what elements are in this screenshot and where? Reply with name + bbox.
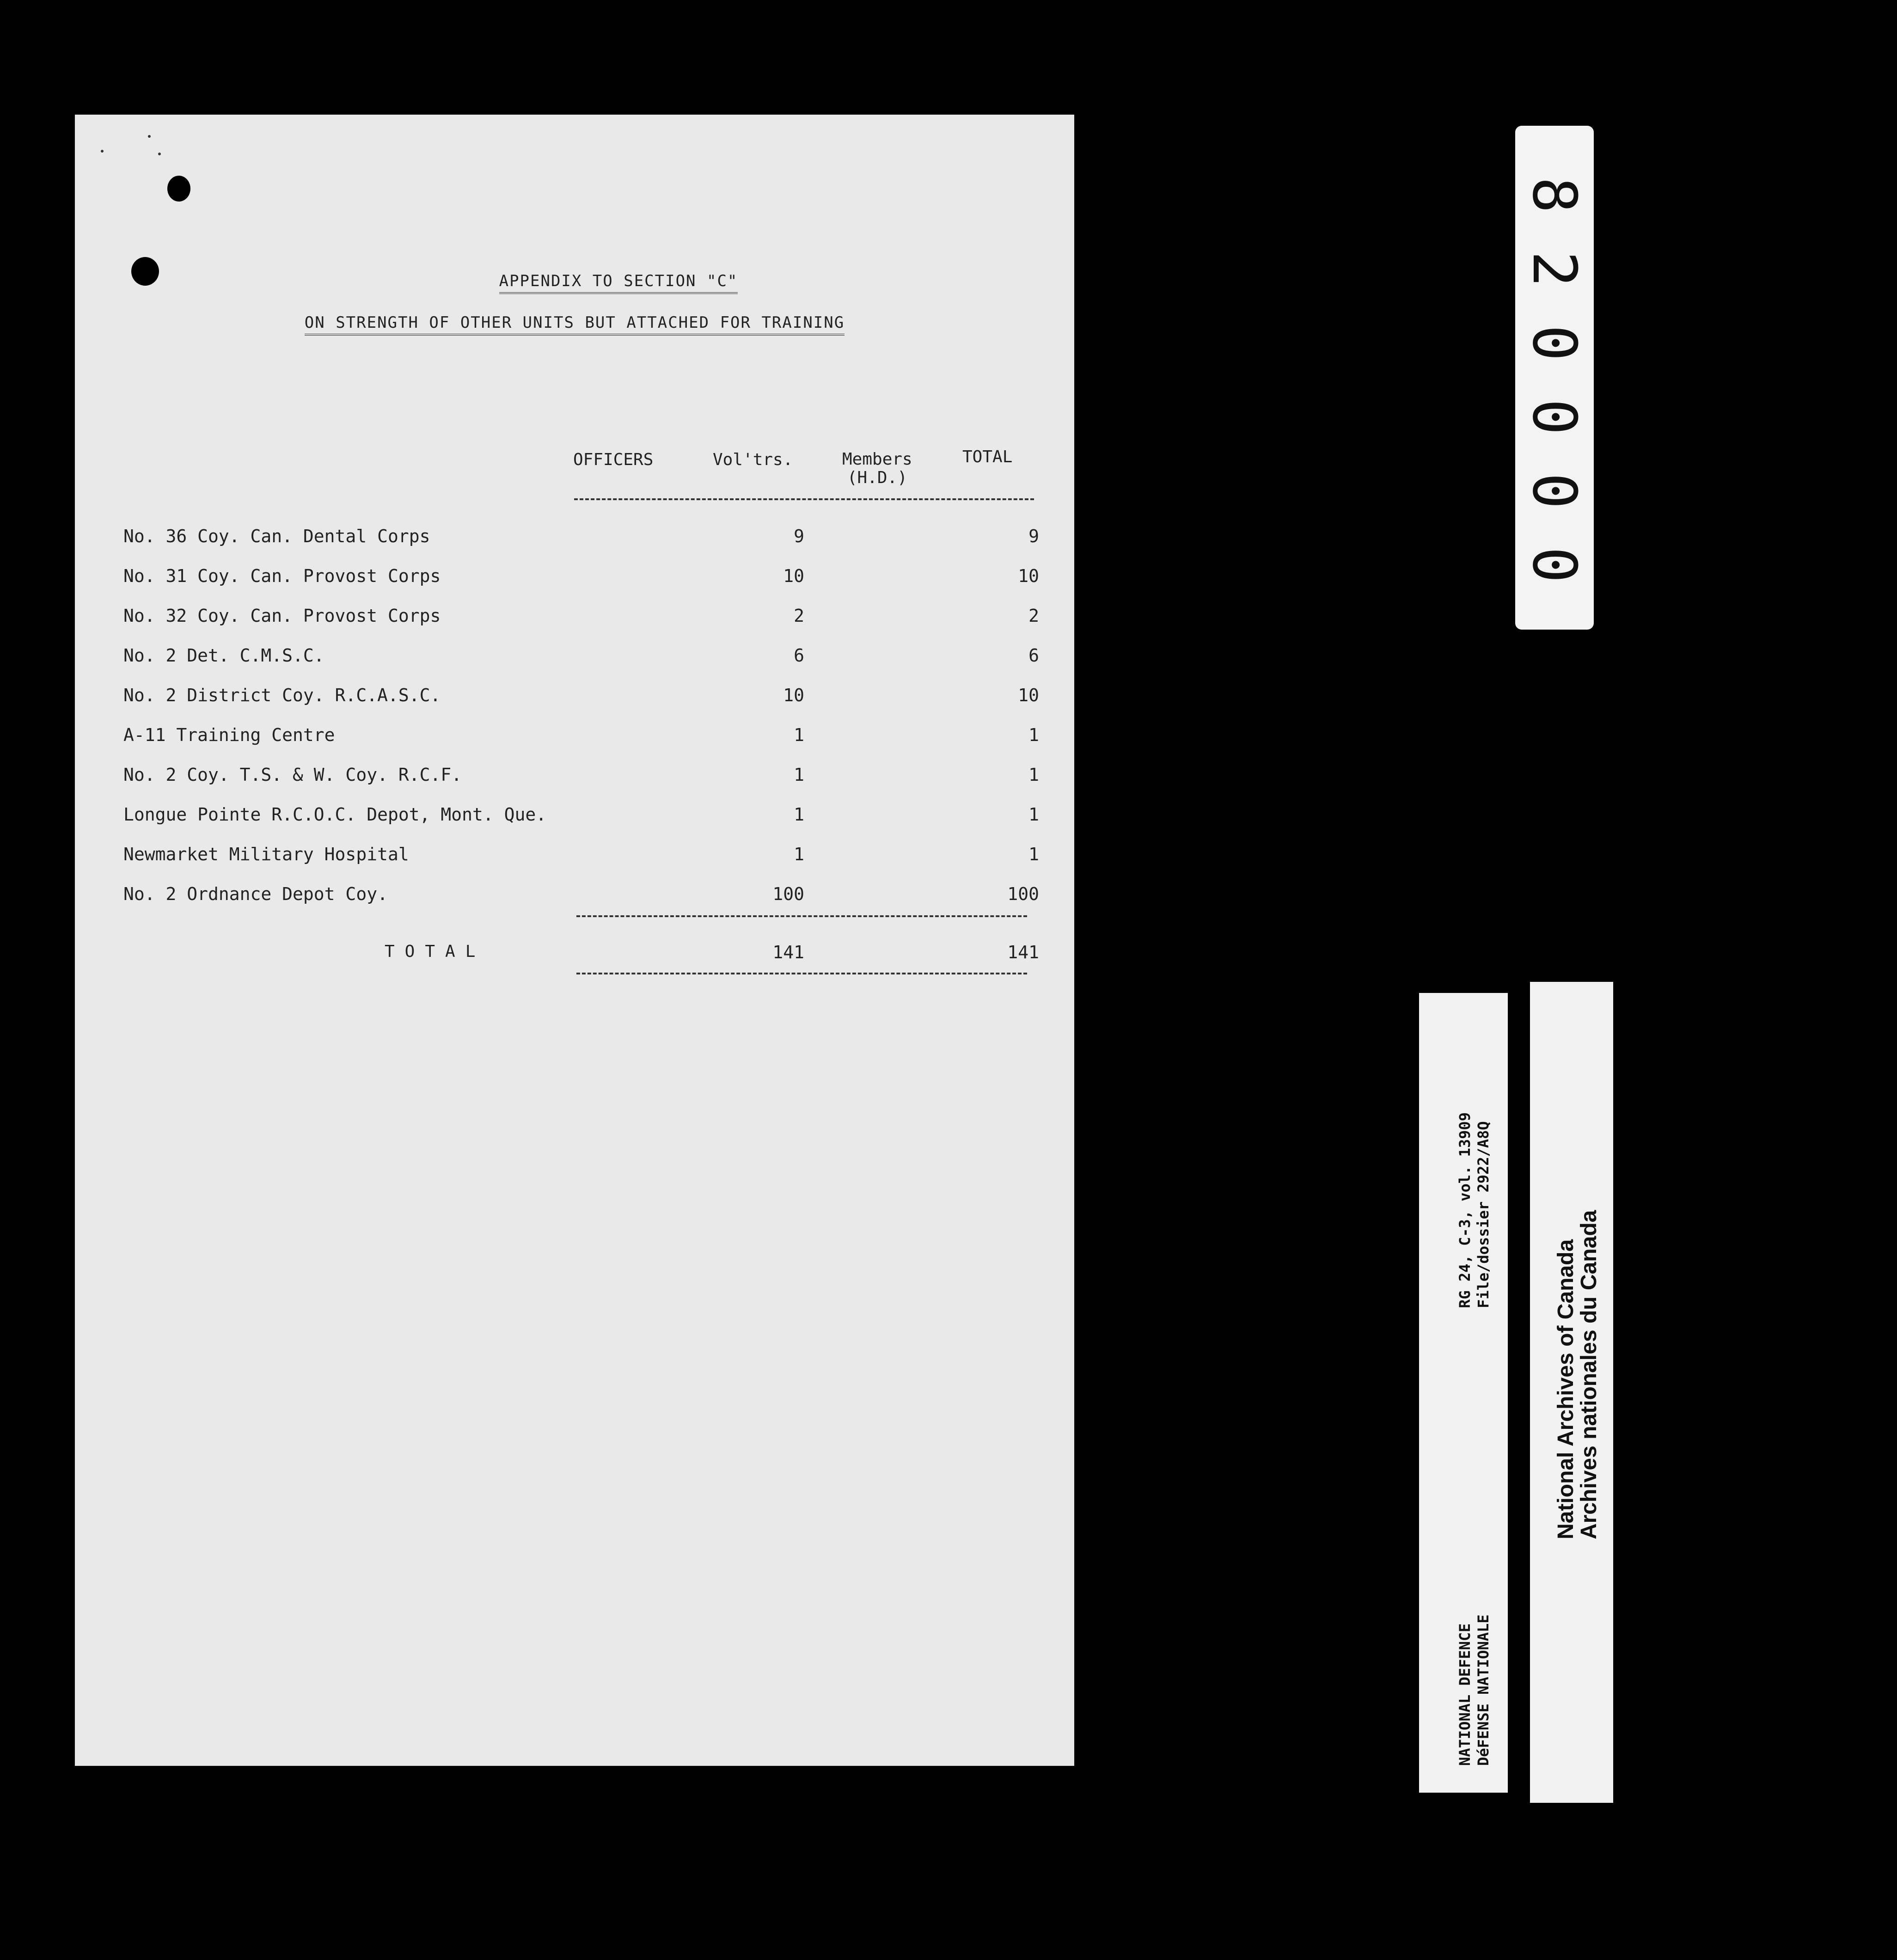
volunteers-count: 9: [794, 526, 804, 546]
total-divider-bottom: [576, 973, 1027, 974]
unit-name: No. 36 Coy. Can. Dental Corps: [123, 526, 430, 546]
unit-name: No. 32 Coy. Can. Provost Corps: [123, 606, 441, 626]
members-sublabel: (H.D.): [847, 468, 907, 487]
row-total: 9: [1028, 526, 1039, 546]
total-divider-top: [576, 915, 1027, 917]
volunteers-count: 6: [794, 645, 804, 666]
archive-record-group: RG 24, C-3, vol. 13909: [1456, 1112, 1474, 1308]
unit-name: No. 2 Det. C.M.S.C.: [123, 645, 324, 666]
unit-name: No. 2 Coy. T.S. & W. Coy. R.C.F.: [123, 765, 462, 785]
film-frame-counter: [1515, 126, 1594, 630]
frame-digit: 8: [1519, 177, 1590, 214]
column-header-total: TOTAL: [962, 447, 1013, 466]
volunteers-count: 2: [794, 606, 804, 626]
speck: [148, 135, 151, 138]
unit-name: No. 2 District Coy. R.C.A.S.C.: [123, 685, 441, 705]
unit-name: Newmarket Military Hospital: [123, 844, 409, 864]
unit-name: Longue Pointe R.C.O.C. Depot, Mont. Que.: [123, 804, 547, 825]
document-title: APPENDIX TO SECTION "C": [119, 272, 1118, 290]
row-total: 6: [1028, 645, 1039, 666]
column-header-officers: OFFICERS: [573, 450, 654, 469]
row-total: 1: [1028, 804, 1039, 825]
row-total: 1: [1028, 725, 1039, 745]
speck: [158, 153, 161, 155]
row-total: 100: [1007, 884, 1039, 904]
volunteers-count: 1: [794, 804, 804, 825]
punch-hole-1: [167, 176, 190, 202]
total-total: 141: [1007, 942, 1039, 962]
volunteers-count: 100: [772, 884, 804, 904]
frame-digit: 0: [1519, 546, 1590, 583]
volunteers-count: 1: [794, 765, 804, 785]
document-subtitle: ON STRENGTH OF OTHER UNITS BUT ATTACHED FOR TRAINING: [75, 313, 1074, 332]
unit-name: No. 31 Coy. Can. Provost Corps: [123, 566, 441, 586]
frame-digit: 0: [1519, 398, 1590, 435]
archives-name-fr: Archives nationales du Canada: [1577, 1210, 1601, 1539]
archive-dept-fr: DéFENSE NATIONALE: [1475, 1614, 1492, 1766]
row-total: 2: [1028, 606, 1039, 626]
column-header-members: [842, 450, 912, 487]
unit-name: A-11 Training Centre: [123, 725, 335, 745]
row-total: 1: [1028, 844, 1039, 864]
frame-digit: 2: [1519, 251, 1590, 288]
row-total: 1: [1028, 765, 1039, 785]
members-label: Members: [842, 450, 912, 469]
archive-dept-en: NATIONAL DEFENCE: [1456, 1623, 1474, 1766]
volunteers-count: 10: [783, 566, 804, 586]
archive-file-number: File/dossier 2922/A8Q: [1475, 1121, 1492, 1308]
frame-digit: 0: [1519, 472, 1590, 509]
frame-digit: 0: [1519, 325, 1590, 361]
volunteers-count: 10: [783, 685, 804, 705]
total-label: TOTAL: [385, 942, 486, 961]
row-total: 10: [1018, 566, 1039, 586]
speck: [101, 150, 104, 153]
archives-name-en: National Archives of Canada: [1554, 1239, 1578, 1539]
total-volunteers: 141: [772, 942, 804, 962]
header-divider: [574, 498, 1034, 500]
volunteers-count: 1: [794, 844, 804, 864]
column-header-volunteers: Vol'trs.: [713, 450, 793, 469]
unit-name: No. 2 Ordnance Depot Coy.: [123, 884, 388, 904]
document-page: [75, 115, 1074, 1766]
volunteers-count: 1: [794, 725, 804, 745]
row-total: 10: [1018, 685, 1039, 705]
